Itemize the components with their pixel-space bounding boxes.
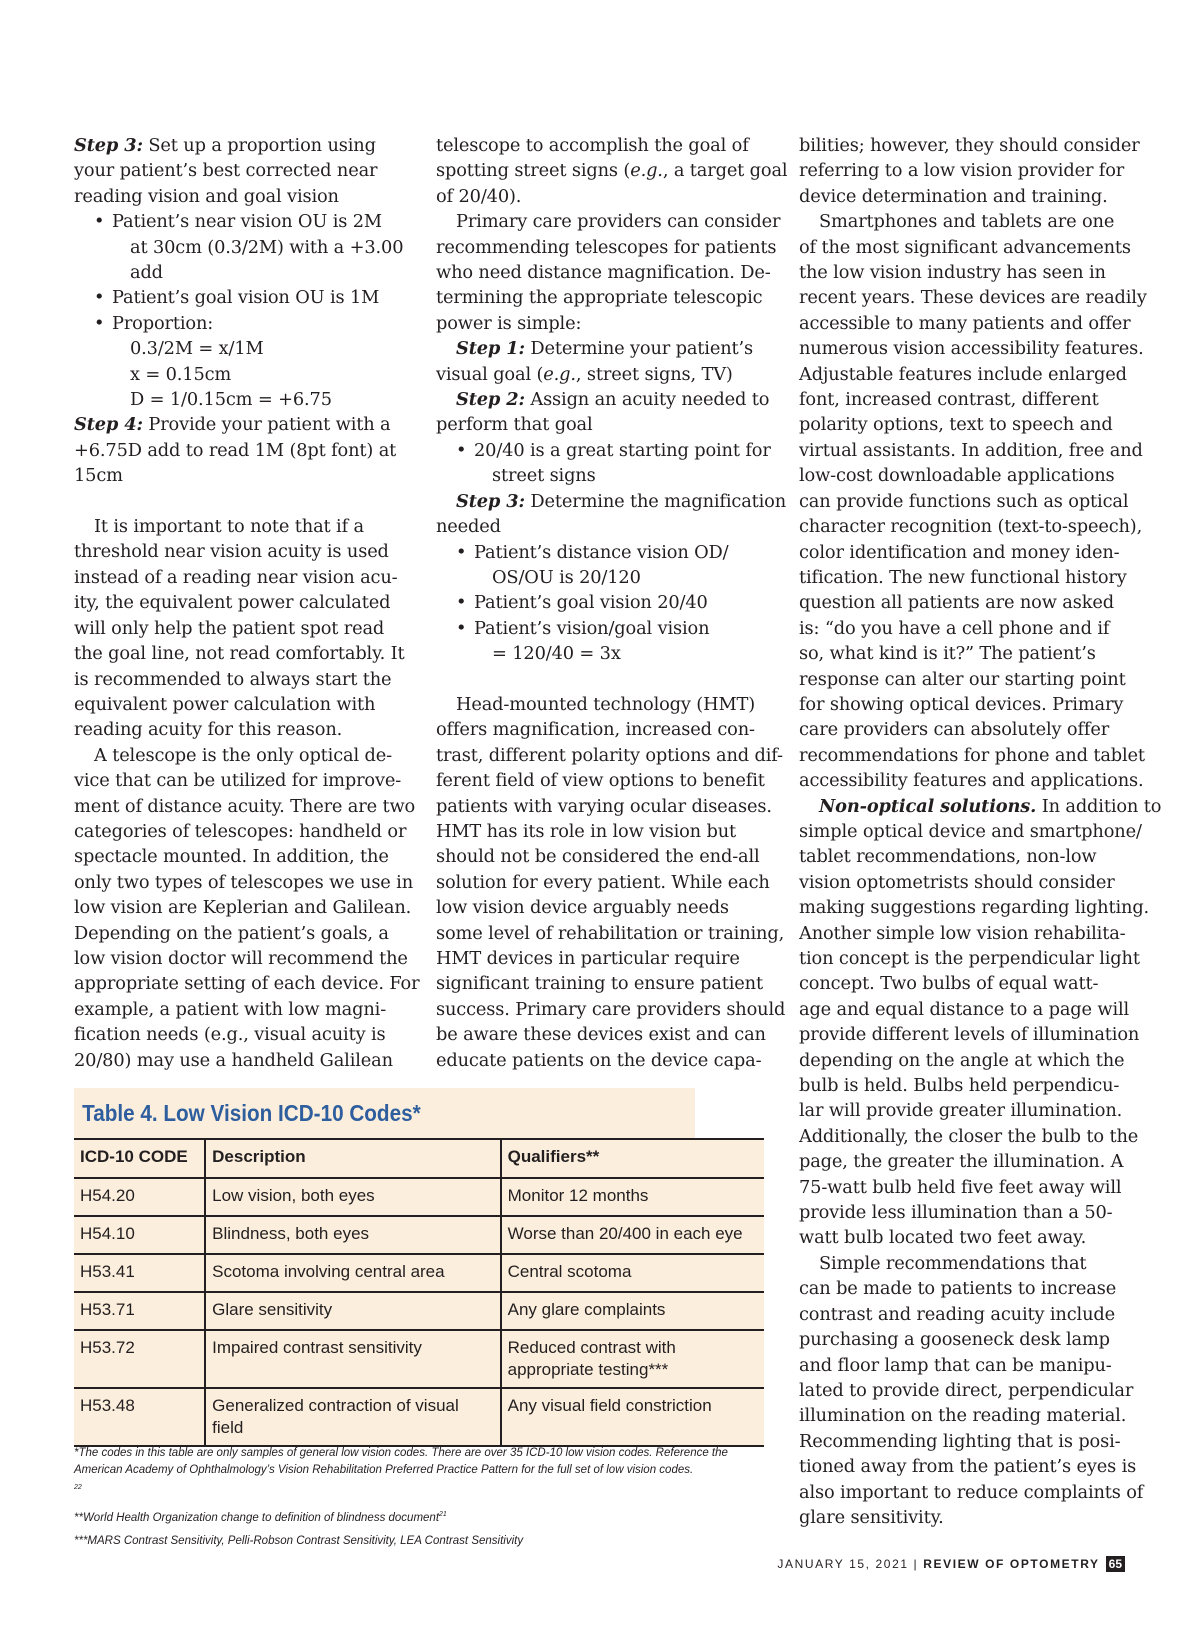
text-line: concept. Two bulbs of equal watt- bbox=[799, 973, 1099, 995]
text-line: device determination and training. bbox=[799, 185, 1108, 207]
text-line: only two types of telescopes we use in bbox=[74, 871, 414, 893]
text-line: purchasing a gooseneck desk lamp bbox=[799, 1329, 1110, 1351]
text-line: ferent field of view options to benefit bbox=[436, 770, 765, 792]
text-fragment: , street signs, TV) bbox=[575, 363, 733, 385]
text-line: your patient’s best corrected near bbox=[74, 160, 378, 182]
text-line: appropriate setting of each device. For bbox=[74, 973, 420, 995]
table-row bbox=[74, 1330, 764, 1388]
cell-description: Scotoma involving central area bbox=[205, 1254, 500, 1292]
table-row bbox=[74, 1178, 764, 1216]
cell-code: H53.72 bbox=[74, 1330, 205, 1388]
text-line: of 20/40). bbox=[436, 185, 522, 207]
footnote-line: *The codes in this table are only samples of general low vision codes. There are over 35 ICD-10 low vision codes. Reference the bbox=[74, 1447, 728, 1459]
footnote-1 bbox=[74, 1445, 764, 1500]
text-line: A telescope is the only optical de- bbox=[94, 744, 392, 766]
cell-description: Blindness, both eyes bbox=[205, 1216, 500, 1254]
table-row bbox=[74, 1388, 764, 1446]
text-line: so, what kind is it?” The patient’s bbox=[799, 643, 1096, 665]
text-line: example, a patient with low magni- bbox=[74, 998, 387, 1020]
col1-step3-line bbox=[74, 133, 404, 158]
nonoptical-lead: Non-optical solutions. bbox=[819, 795, 1037, 817]
text-line: age and equal distance to a page will bbox=[799, 998, 1130, 1020]
text-fragment: Determine the magnification bbox=[524, 490, 787, 512]
table-row bbox=[74, 1254, 764, 1292]
text-line: power is simple: bbox=[436, 312, 582, 334]
footnote-line bbox=[74, 1462, 764, 1500]
header-qualifiers: Qualifiers** bbox=[501, 1139, 764, 1178]
step3-line bbox=[436, 489, 787, 514]
text-line: 15cm bbox=[74, 465, 123, 487]
text-line: instead of a reading near vision acu- bbox=[74, 566, 398, 588]
cell-qualifier: Any glare complaints bbox=[501, 1292, 764, 1330]
text-line: It is important to note that if a bbox=[94, 516, 364, 538]
step4-lead: Step 4: bbox=[74, 414, 143, 436]
text-line: glare sensitivity. bbox=[799, 1506, 944, 1528]
text-line: tification. The new functional history bbox=[799, 566, 1127, 588]
text-line: Provide your patient with a bbox=[142, 414, 391, 436]
text-line bbox=[436, 362, 766, 387]
text-line: = 120/40 = 3x bbox=[492, 643, 621, 665]
text-line: provide less illumination than a 50- bbox=[799, 1202, 1113, 1224]
text-line: bulb is held. Bulbs held perpendicu- bbox=[799, 1075, 1120, 1097]
text-line: ity, the equivalent power calculated bbox=[74, 592, 391, 614]
text-line: Another simple low vision rehabilita- bbox=[799, 922, 1126, 944]
column-2 bbox=[436, 133, 788, 1073]
text-line: patients with varying ocular diseases. bbox=[436, 795, 772, 817]
icd10-table bbox=[74, 1088, 764, 1447]
text-line: will only help the patient spot read bbox=[74, 617, 385, 639]
text-line: recommending telescopes for patients bbox=[436, 236, 777, 258]
text-line: Smartphones and tablets are one bbox=[819, 211, 1115, 233]
text-line: simple optical device and smartphone/ bbox=[799, 820, 1142, 842]
text-fragment: spotting street signs ( bbox=[436, 160, 631, 182]
text-line: tablet recommendations, non-low bbox=[799, 846, 1097, 868]
text-line: the goal line, not read comfortably. It bbox=[74, 643, 405, 665]
text-line: telescope to accomplish the goal of bbox=[436, 135, 749, 156]
text-line: Adjustable features include enlarged bbox=[799, 363, 1127, 385]
text-line: trast, different polarity options and dif- bbox=[436, 744, 783, 766]
text-line: for showing optical devices. Primary bbox=[799, 693, 1124, 715]
text-line: of the most significant advancements bbox=[799, 236, 1131, 258]
text-line: offers magnification, increased con- bbox=[436, 719, 755, 741]
text-line: recent years. These devices are readily bbox=[799, 287, 1147, 309]
bullet-item: • Patient’s distance vision OD/ bbox=[436, 540, 766, 565]
step2-line bbox=[436, 387, 770, 412]
step3-lead: Step 3: bbox=[456, 490, 525, 512]
text-line: referring to a low vision provider for bbox=[799, 160, 1125, 182]
text-line: is recommended to always start the bbox=[74, 668, 392, 690]
text-line: low vision doctor will recommend the bbox=[74, 947, 408, 969]
cell-qualifier: Any visual field constriction bbox=[501, 1388, 764, 1446]
step1-line bbox=[436, 336, 766, 361]
text-line: page, the greater the illumination. A bbox=[799, 1151, 1124, 1173]
cell-code: H54.20 bbox=[74, 1178, 205, 1216]
text-line: perform that goal bbox=[436, 414, 593, 436]
text-line: low vision device arguably needs bbox=[436, 897, 729, 919]
table-title: Table 4. Low Vision ICD-10 Codes* bbox=[74, 1088, 695, 1138]
text-line: Primary care providers can consider bbox=[456, 211, 781, 233]
text-line: is: “do you have a cell phone and if bbox=[799, 617, 1110, 639]
bullet-item: • Proportion: bbox=[74, 311, 404, 336]
text-line: should not be considered the end-all bbox=[436, 846, 760, 868]
text-line: font, increased contrast, different bbox=[799, 389, 1099, 411]
text-line: Simple recommendations that bbox=[819, 1252, 1087, 1274]
text-line: at 30cm (0.3/2M) with a +3.00 bbox=[130, 236, 404, 258]
text-line: tioned away from the patient’s eyes is bbox=[799, 1456, 1137, 1478]
text-line: lated to provide direct, perpendicular bbox=[799, 1379, 1134, 1401]
step2-lead: Step 2: bbox=[456, 389, 525, 411]
footnote-ref: 21 bbox=[439, 1510, 447, 1518]
text-line: polarity options, text to speech and bbox=[799, 414, 1113, 436]
text-line: +6.75D add to read 1M (8pt font) at bbox=[74, 439, 397, 461]
col1-step4-line bbox=[74, 412, 404, 437]
table-footnotes bbox=[74, 1445, 764, 1556]
text-line: depending on the angle at which the bbox=[799, 1049, 1125, 1071]
text-line: solution for every patient. While each bbox=[436, 871, 770, 893]
text-line: add bbox=[130, 262, 163, 284]
footnote-3: ***MARS Contrast Sensitivity, Pelli-Robson Contrast Sensitivity, LEA Contrast Sensitivity bbox=[74, 1534, 524, 1547]
text-fragment: , a target goal bbox=[662, 160, 788, 182]
text-line: Set up a proportion using bbox=[142, 135, 376, 156]
text-line: educate patients on the device capa- bbox=[436, 1049, 762, 1071]
step3-lead: Step 3: bbox=[74, 135, 143, 156]
text-line: categories of telescopes: handheld or bbox=[74, 820, 407, 842]
text-line: recommendations for phone and tablet bbox=[799, 744, 1145, 766]
text-line: reading acuity for this reason. bbox=[74, 719, 343, 741]
text-line: color identification and money iden- bbox=[799, 541, 1120, 563]
text-fragment: American Academy of Ophthalmology’s Vision Rehabilitation Preferred Practice Pattern for the full set of low vision codes. bbox=[74, 1464, 694, 1476]
text-line: lar will provide greater illumination. bbox=[799, 1100, 1123, 1122]
page-footer bbox=[777, 1556, 1125, 1572]
page-number: 65 bbox=[1106, 1556, 1125, 1572]
cell-description: Impaired contrast sensitivity bbox=[205, 1330, 500, 1388]
publication-name: REVIEW OF OPTOMETRY bbox=[923, 1557, 1100, 1571]
text-line: threshold near vision acuity is used bbox=[74, 541, 389, 563]
text-line: HMT has its role in low vision but bbox=[436, 820, 737, 842]
column-1 bbox=[74, 133, 420, 1073]
cell-description: Generalized contraction of visual field bbox=[205, 1388, 500, 1446]
text-line: be aware these devices exist and can bbox=[436, 1024, 766, 1046]
cell-description: Glare sensitivity bbox=[205, 1292, 500, 1330]
text-line: needed bbox=[436, 516, 501, 538]
text-line: accessibility features and applications. bbox=[799, 770, 1144, 792]
cell-qualifier: Monitor 12 months bbox=[501, 1178, 764, 1216]
text-line: reading vision and goal vision bbox=[74, 185, 339, 207]
bullet-item: • Patient’s near vision OU is 2M bbox=[74, 209, 404, 234]
bullet-item: • Patient’s vision/goal vision bbox=[436, 616, 766, 641]
header-description: Description bbox=[205, 1139, 500, 1178]
text-line: response can alter our starting point bbox=[799, 668, 1126, 690]
text-line: fication needs (e.g., visual acuity is bbox=[74, 1024, 386, 1046]
text-line: question all patients are now asked bbox=[799, 592, 1114, 614]
issue-date: JANUARY 15, 2021 | bbox=[777, 1557, 924, 1571]
cell-qualifier: Worse than 20/400 in each eye bbox=[501, 1216, 764, 1254]
step1-lead: Step 1: bbox=[456, 338, 525, 360]
cell-code: H53.41 bbox=[74, 1254, 205, 1292]
table-grid bbox=[74, 1138, 764, 1447]
bullet-item: • 20/40 is a great starting point for bbox=[436, 438, 766, 463]
text-line: 0.3/2M = x/1M bbox=[130, 338, 264, 360]
text-line: Head-mounted technology (HMT) bbox=[456, 693, 755, 715]
text-line: and floor lamp that can be manipu- bbox=[799, 1354, 1112, 1376]
text-line: equivalent power calculation with bbox=[74, 693, 376, 715]
text-line: can be made to patients to increase bbox=[799, 1278, 1117, 1300]
nonoptical-line bbox=[799, 794, 1162, 819]
cell-description: Low vision, both eyes bbox=[205, 1178, 500, 1216]
text-line: OS/OU is 20/120 bbox=[492, 566, 641, 588]
text-fragment: In addition to bbox=[1036, 795, 1162, 817]
text-line: care providers can absolutely offer bbox=[799, 719, 1110, 741]
text-fragment: **World Health Organization change to definition of blindness document bbox=[74, 1511, 440, 1524]
header-icd10-code: ICD-10 CODE bbox=[74, 1139, 205, 1178]
text-line: tion concept is the perpendicular light bbox=[799, 948, 1140, 969]
footnote-2 bbox=[74, 1506, 764, 1527]
table-row bbox=[74, 1216, 764, 1254]
text-line: Depending on the patient’s goals, a bbox=[74, 922, 389, 944]
text-line: spectacle mounted. In addition, the bbox=[74, 846, 389, 868]
text-line: making suggestions regarding lighting. bbox=[799, 897, 1150, 919]
text-line: character recognition (text-to-speech), bbox=[799, 516, 1143, 538]
text-line: low vision are Keplerian and Galilean. bbox=[74, 897, 412, 919]
text-line: success. Primary care providers should bbox=[436, 998, 786, 1020]
text-fragment: visual goal ( bbox=[436, 363, 544, 385]
text-line: vice that can be utilized for improve- bbox=[74, 770, 402, 792]
cell-qualifier: Central scotoma bbox=[501, 1254, 764, 1292]
text-line: Additionally, the closer the bulb to the bbox=[799, 1125, 1139, 1147]
text-line bbox=[436, 158, 788, 183]
text-line: vision optometrists should consider bbox=[799, 871, 1115, 893]
text-fragment: e.g. bbox=[630, 160, 663, 182]
text-fragment: Determine your patient’s bbox=[524, 338, 753, 360]
text-fragment: e.g. bbox=[543, 363, 576, 385]
text-fragment: Assign an acuity needed to bbox=[524, 389, 770, 411]
cell-code: H53.71 bbox=[74, 1292, 205, 1330]
column-3 bbox=[799, 133, 1162, 1530]
bullet-item: • Patient’s goal vision 20/40 bbox=[436, 590, 766, 615]
text-line: significant training to ensure patient bbox=[436, 973, 763, 995]
text-line: numerous vision accessibility features. bbox=[799, 338, 1144, 360]
text-line: bilities; however, they should consider bbox=[799, 135, 1140, 156]
text-line: termining the appropriate telescopic bbox=[436, 287, 763, 309]
text-line: illumination on the reading material. bbox=[799, 1405, 1127, 1427]
text-line: also important to reduce complaints of bbox=[799, 1481, 1144, 1503]
cell-code: H54.10 bbox=[74, 1216, 205, 1254]
bullet-item: • Patient’s goal vision OU is 1M bbox=[74, 285, 404, 310]
cell-qualifier: Reduced contrast with appropriate testing*** bbox=[501, 1330, 764, 1388]
text-line: Recommending lighting that is posi- bbox=[799, 1430, 1121, 1452]
text-line: HMT devices in particular require bbox=[436, 947, 740, 969]
cell-code: H53.48 bbox=[74, 1388, 205, 1446]
footnote-ref: 22 bbox=[74, 1484, 82, 1491]
text-line: can provide functions such as optical bbox=[799, 490, 1129, 512]
table-row bbox=[74, 1292, 764, 1330]
text-line: virtual assistants. In addition, free and bbox=[799, 439, 1143, 461]
text-line: street signs bbox=[492, 465, 596, 487]
text-line: ment of distance acuity. There are two bbox=[74, 795, 416, 817]
text-line: some level of rehabilitation or training, bbox=[436, 922, 785, 944]
text-line: low-cost downloadable applications bbox=[799, 465, 1115, 487]
text-line: contrast and reading acuity include bbox=[799, 1303, 1115, 1325]
text-line: watt bulb located two feet away. bbox=[799, 1227, 1087, 1249]
text-line: who need distance magnification. De- bbox=[436, 262, 771, 284]
table-header-row bbox=[74, 1139, 764, 1178]
text-line: 20/80) may use a handheld Galilean bbox=[74, 1049, 393, 1071]
text-line: x = 0.15cm bbox=[130, 363, 232, 385]
text-line: D = 1/0.15cm = +6.75 bbox=[130, 389, 332, 411]
text-line: provide different levels of illumination bbox=[799, 1024, 1140, 1046]
text-line: 75-watt bulb held five feet away will bbox=[799, 1176, 1122, 1198]
text-line: accessible to many patients and offer bbox=[799, 312, 1131, 334]
text-line: the low vision industry has seen in bbox=[799, 262, 1106, 284]
